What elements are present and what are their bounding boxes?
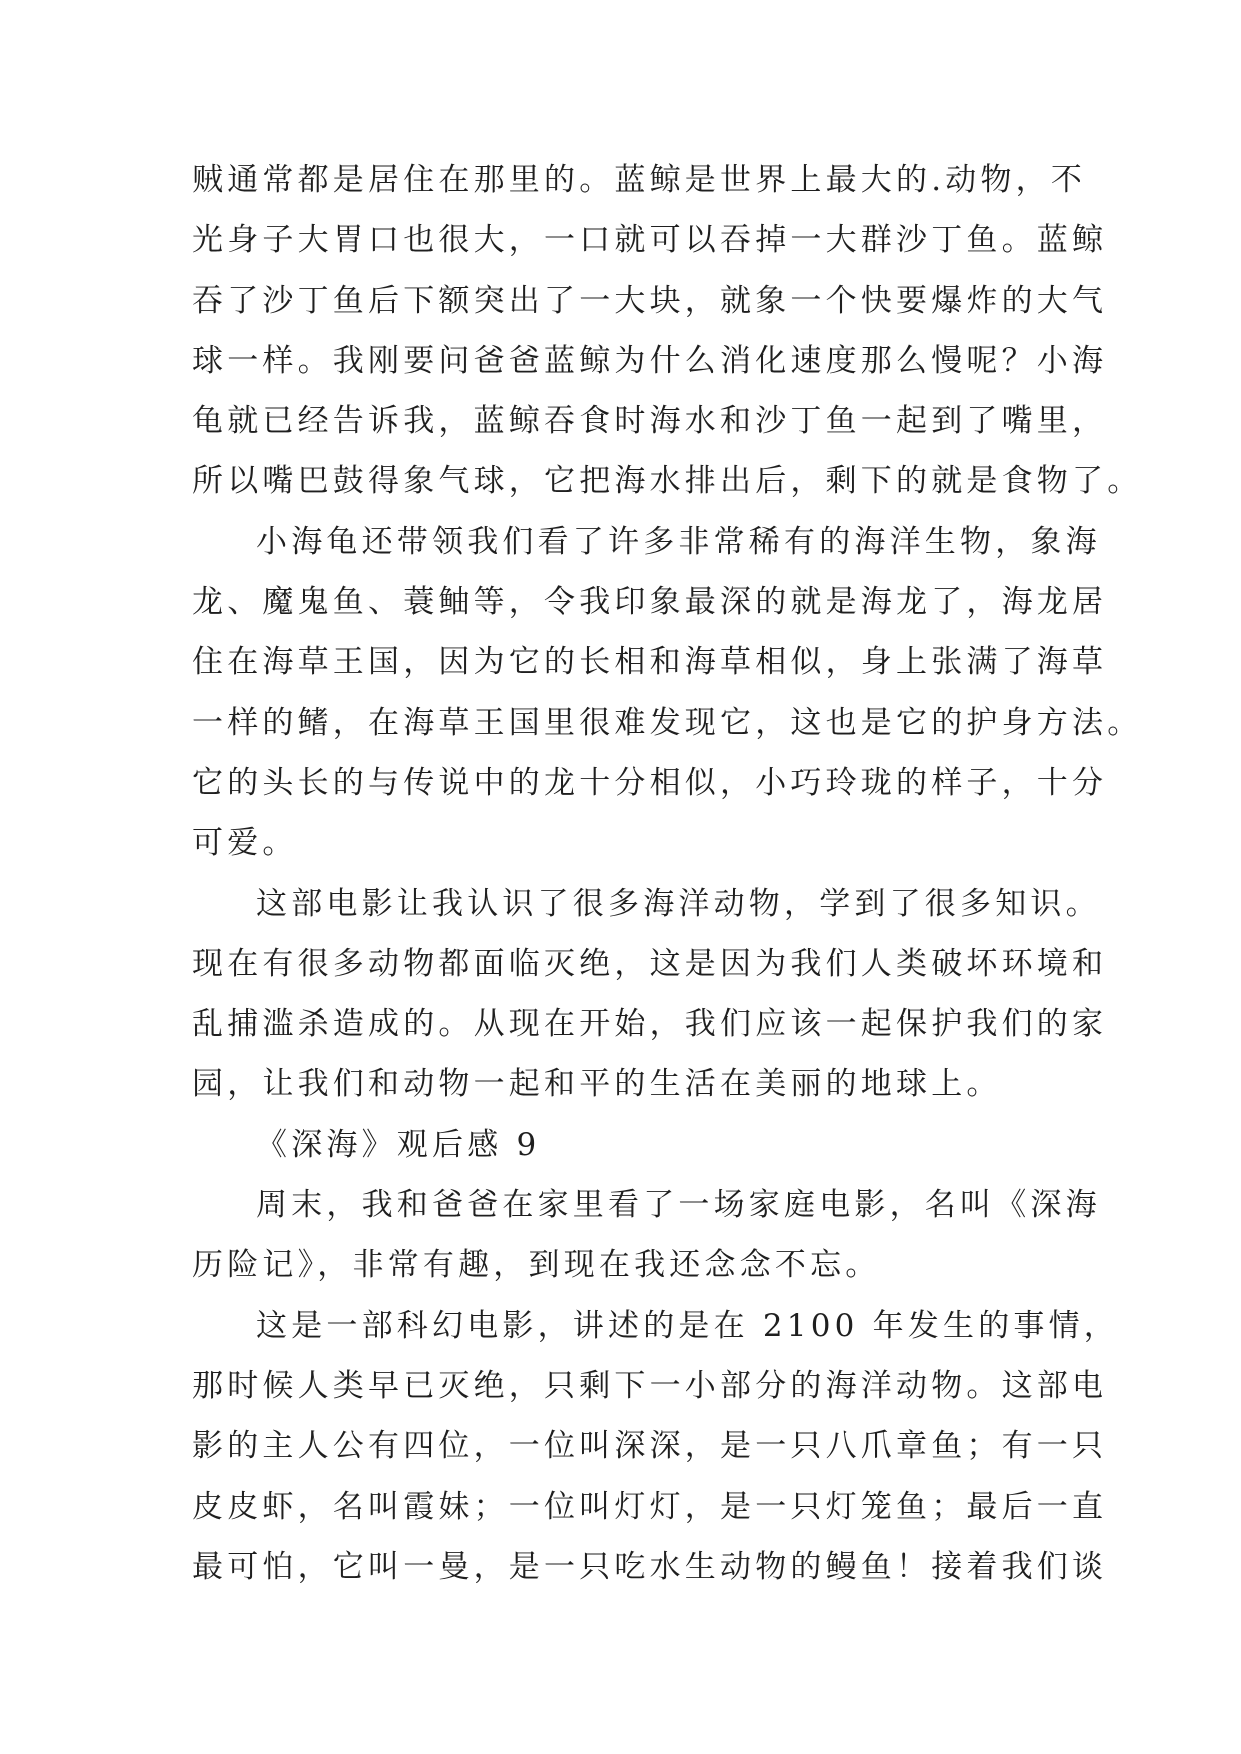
text-line: 最可怕，它叫一曼，是一只吃水生动物的鳗鱼！接着我们谈 [192,1548,1108,1585]
text-line: 一样的鳍，在海草王国里很难发现它，这也是它的护身方法。 [192,704,1143,741]
text-line: 龟就已经告诉我，蓝鲸吞食时海水和沙丁鱼一起到了嘴里， [192,403,1108,440]
section-heading: 《深海》观后感 9 [256,1126,541,1163]
paragraph-first-line: 这部电影让我认识了很多海洋动物，学到了很多知识。 [256,885,1101,922]
paragraph-first-line: 这是一部科幻电影，讲述的是在 2100 年发生的事情， [256,1307,1119,1344]
text-line: 贼通常都是居住在那里的。蓝鲸是世界上最大的.动物，不 [192,162,1087,198]
text-line: 那时候人类早已灭绝，只剩下一小部分的海洋动物。这部电 [192,1367,1108,1404]
text-line: 现在有很多动物都面临灭绝，这是因为我们人类破坏环境和 [192,945,1108,982]
text-line: 皮皮虾，名叫霞妹；一位叫灯灯，是一只灯笼鱼；最后一直 [192,1488,1108,1525]
text-line: 可爱。 [192,825,298,862]
text-line: 乱捕滥杀造成的。从现在开始，我们应该一起保护我们的家 [192,1006,1108,1043]
paragraph-first-line: 小海龟还带领我们看了许多非常稀有的海洋生物，象海 [256,523,1101,560]
document-body [192,150,1143,1597]
text-line: 光身子大胃口也很大，一口就可以吞掉一大群沙丁鱼。蓝鲸 [192,222,1108,259]
text-line: 所以嘴巴鼓得象气球，它把海水排出后，剩下的就是食物了。 [192,463,1143,500]
text-line: 园，让我们和动物一起和平的生活在美丽的地球上。 [192,1066,1002,1103]
text-line: 球一样。我刚要问爸爸蓝鲸为什么消化速度那么慢呢？小海 [192,342,1108,379]
text-line: 历险记》，非常有趣，到现在我还念念不忘。 [192,1247,881,1284]
text-line: 影的主人公有四位，一位叫深深，是一只八爪章鱼；有一只 [192,1428,1108,1465]
paragraph-first-line: 周末，我和爸爸在家里看了一场家庭电影，名叫《深海 [256,1187,1101,1224]
text-line: 它的头长的与传说中的龙十分相似，小巧玲珑的样子，十分 [192,764,1108,801]
text-line: 住在海草王国，因为它的长相和海草相似，身上张满了海草 [192,644,1108,681]
text-line: 吞了沙丁鱼后下额突出了一大块，就象一个快要爆炸的大气 [192,282,1108,319]
text-line: 龙、魔鬼鱼、蓑鲉等，令我印象最深的就是海龙了，海龙居 [192,584,1108,621]
